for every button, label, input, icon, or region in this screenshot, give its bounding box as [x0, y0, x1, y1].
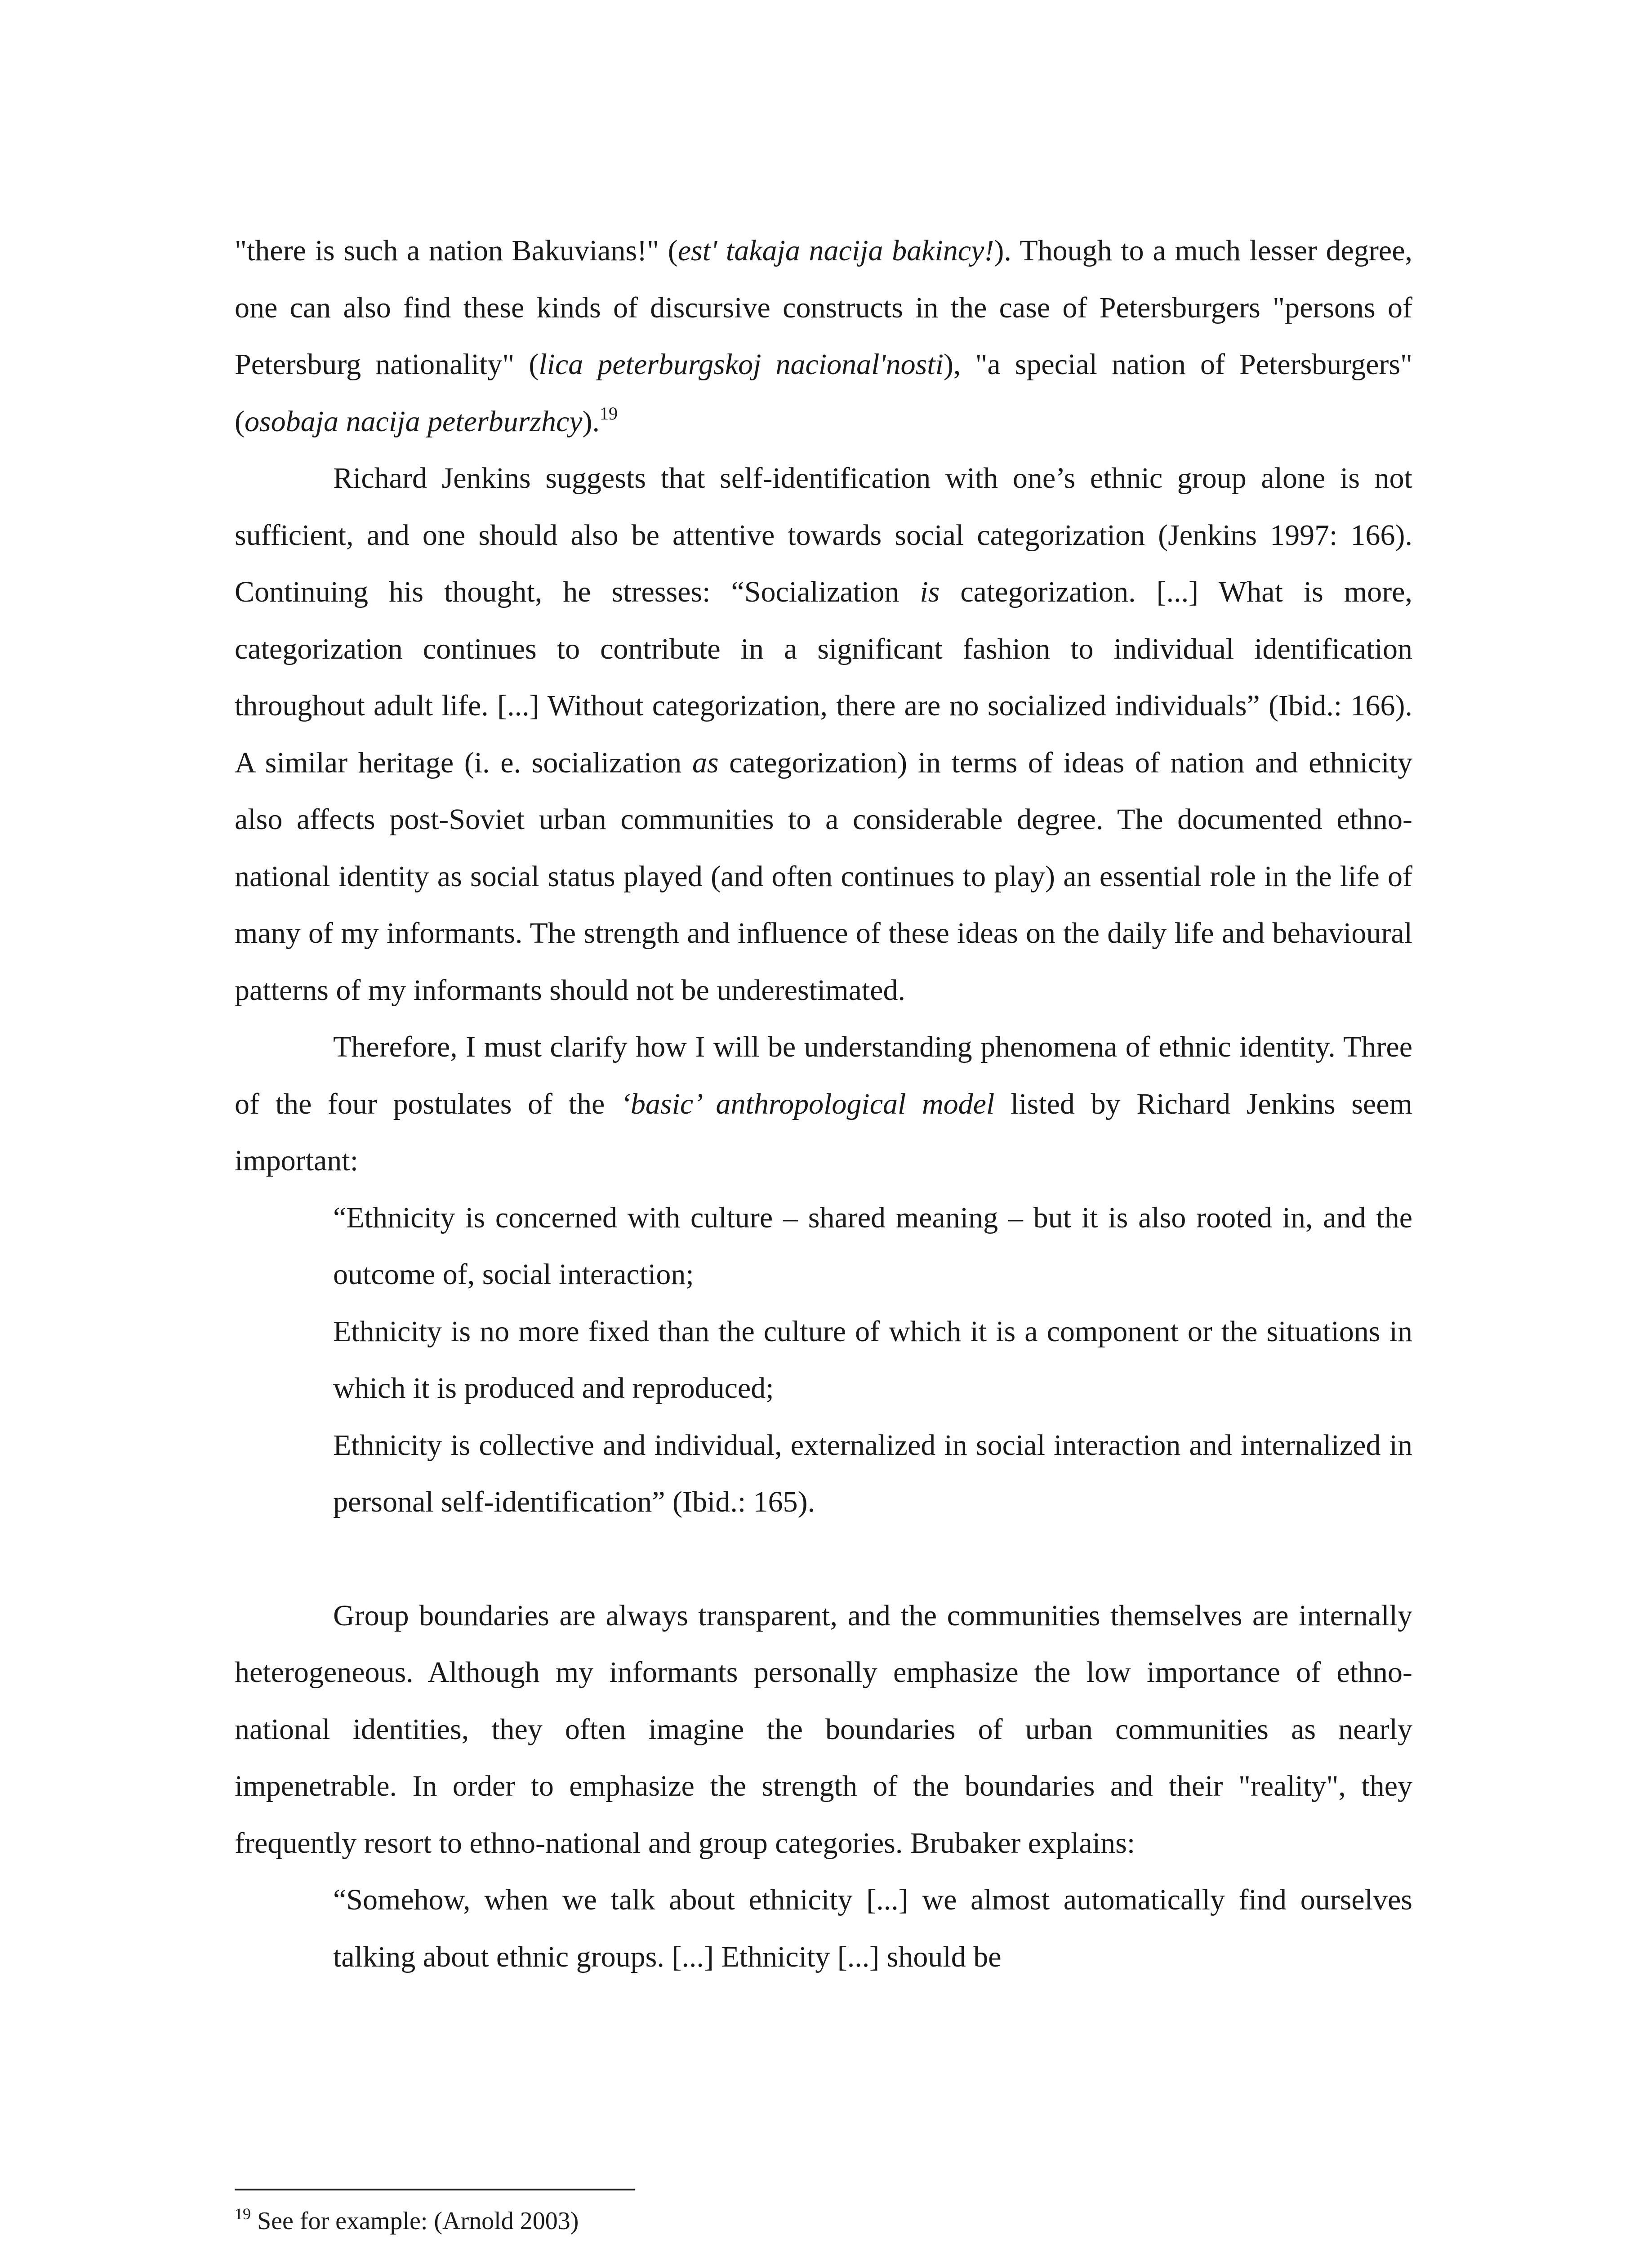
- russian-phrase: est' takaja nacija bakincy!: [677, 234, 994, 267]
- quote-line: “Somehow, when we talk about ethnicity [...] we almost automatically find ourselves talking about ethnic groups. [...] Ethnicity [...] should be: [333, 1883, 1412, 1973]
- paragraph-gap: [235, 1531, 1412, 1588]
- paragraph-group-boundaries: Group boundaries are always transparent, and the communities themselves are internally heterogeneous. Although my informants personally emphasize the low importance of ethno-national identities, they often imagine the boundaries of urban communities as nearly impenetrable. In order to emphasize the strength of the boundaries and their "reality", they frequently resort to ethno-national and group categories. Brubaker explains:: [235, 1599, 1412, 1860]
- emphasis: as: [692, 746, 719, 779]
- footnote-reference[interactable]: 19: [600, 403, 618, 424]
- body-text: [235, 223, 1412, 1985]
- russian-phrase: lica peterburgskoj nacional'nosti: [539, 348, 944, 381]
- block-quote-brubaker: [235, 1872, 1412, 1985]
- paragraph-clarify: Therefore, I must clarify how I will be understanding phenomena of ethnic identity. Three of the four postulates of the ‘basic’ anthropological model listed by Richard Jenkins seem important:: [235, 1030, 1412, 1177]
- footnote: [235, 2203, 579, 2239]
- paragraph-continuation: "there is such a nation Bakuvians!" (est' takaja nacija bakincy!). Though to a much lesser degree, one can also find these kinds of discursive constructs in the case of Petersburgers "persons of Petersburg nationality" (lica peterburgskoj nacional'nosti), "a special nation of Petersburgers" (osobaja nacija peterburzhcy).$^{19}$: [235, 234, 1412, 438]
- block-quote-jenkins: [235, 1190, 1412, 1531]
- footnote-number: 19: [235, 2205, 251, 2223]
- emphasis: ‘basic’ anthropological model: [620, 1087, 995, 1120]
- emphasis: is: [920, 575, 940, 608]
- paragraph-jenkins: Richard Jenkins suggests that self-identification with one’s ethnic group alone is not sufficient, and one should also be attentive towards social categorization (Jenkins 1997: 166). Continuing his thought, he stresses: “Socialization is categorization. [...] What is more, categorization continues to contribute in a significant fashion to individual identification throughout adult life. [...] Without categorization, there are no socialized individuals” (Ibid.: 166). A similar heritage (i. e. socialization as categorization) in terms of ideas of nation and ethnicity also affects post-Soviet urban communities to a considerable degree. The documented ethno-national identity as social status played (and often continues to play) an essential role in the life of many of my informants. The strength and influence of these ideas on the daily life and behavioural patterns of my informants should not be underestimated.: [235, 462, 1412, 1007]
- russian-phrase: osobaja nacija peterburzhcy: [244, 405, 583, 438]
- footnote-text: See for example: (Arnold 2003): [251, 2207, 579, 2235]
- quote-line: Ethnicity is no more fixed than the culture of which it is a component or the situations in which it is produced and reproduced;: [333, 1315, 1412, 1405]
- footnote-divider: [235, 2189, 635, 2190]
- quote-line: “Ethnicity is concerned with culture – shared meaning – but it is also rooted in, and the outcome of, social interaction;: [333, 1201, 1412, 1291]
- quote-line: Ethnicity is collective and individual, externalized in social interaction and internalized in personal self-identification” (Ibid.: 165).: [333, 1428, 1412, 1518]
